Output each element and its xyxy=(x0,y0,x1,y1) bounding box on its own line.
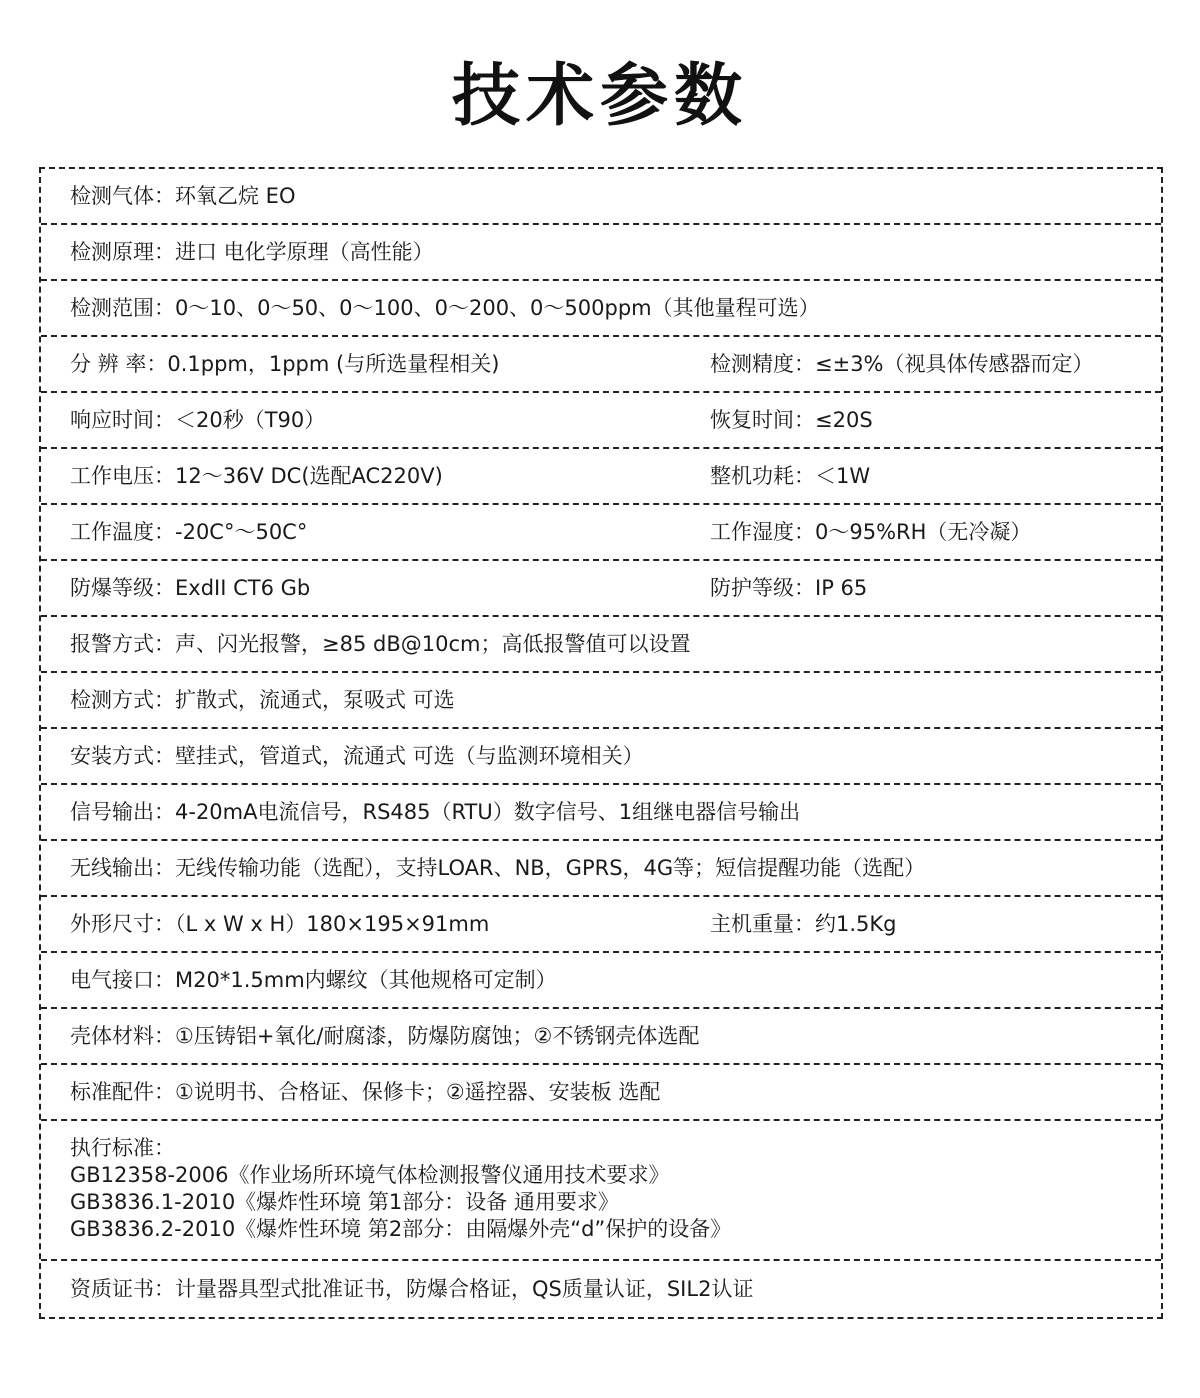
spec-text-right: 整机功耗：＜1W xyxy=(710,464,871,488)
spec-table xyxy=(39,167,1163,1319)
spec-row-principle xyxy=(41,225,1161,281)
standard-line: GB12358-2006《作业场所环境气体检测报警仪通用技术要求》 xyxy=(70,1163,670,1187)
spec-text-right: 恢复时间：≤20S xyxy=(710,408,873,432)
spec-text-right: 主机重量：约1.5Kg xyxy=(710,912,897,936)
spec-text-left: 防爆等级：ExdII CT6 Gb xyxy=(70,576,311,600)
spec-row-housing-material xyxy=(41,1009,1161,1065)
spec-row-dimensions xyxy=(41,897,1161,953)
spec-text: 信号输出：4-20mA电流信号，RS485（RTU）数字信号、1组继电器信号输出 xyxy=(70,800,801,824)
spec-text: 检测方式：扩散式，流通式，泵吸式 可选 xyxy=(70,688,455,712)
page-title: 技术参数 xyxy=(451,57,748,136)
spec-row-temperature xyxy=(41,505,1161,561)
spec-row-response xyxy=(41,393,1161,449)
spec-text-left: 工作电压：12～36V DC(选配AC220V) xyxy=(70,464,443,488)
spec-text-left: 外形尺寸：（L x W x H）180×195×91mm xyxy=(70,912,490,936)
spec-row-installation xyxy=(41,729,1161,785)
spec-text: 安装方式：壁挂式，管道式，流通式 可选（与监测环境相关） xyxy=(70,744,644,768)
spec-row-accessories xyxy=(41,1065,1161,1121)
spec-text-left: 分 辨 率：0.1ppm，1ppm (与所选量程相关) xyxy=(70,352,500,376)
spec-row-explosion-proof xyxy=(41,561,1161,617)
spec-text: 壳体材料：①压铸铝+氧化/耐腐漆，防爆防腐蚀；②不锈钢壳体选配 xyxy=(70,1024,700,1048)
spec-text: 检测气体：环氧乙烷 EO xyxy=(70,184,296,208)
spec-row-resolution xyxy=(41,337,1161,393)
spec-text: 资质证书：计量器具型式批准证书，防爆合格证，QS质量认证，SIL2认证 xyxy=(70,1277,754,1301)
spec-row-range xyxy=(41,281,1161,337)
spec-row-electrical-interface xyxy=(41,953,1161,1009)
standards-label: 执行标准： xyxy=(70,1136,175,1160)
spec-row-standards xyxy=(41,1121,1161,1261)
spec-row-detection-mode xyxy=(41,673,1161,729)
spec-text: 无线输出：无线传输功能（选配），支持LOAR、NB，GPRS，4G等；短信提醒功能（选配） xyxy=(70,856,926,880)
spec-text-right: 检测精度：≤±3%（视具体传感器而定） xyxy=(710,352,1094,376)
spec-row-gas xyxy=(41,169,1161,225)
spec-text-left: 响应时间：＜20秒（T90） xyxy=(70,408,326,432)
spec-row-alarm xyxy=(41,617,1161,673)
spec-text: 标准配件：①说明书、合格证、保修卡；②遥控器、安装板 选配 xyxy=(70,1080,661,1104)
spec-text: 报警方式：声、闪光报警，≥85 dB@10cm；高低报警值可以设置 xyxy=(70,632,691,656)
standards-block xyxy=(41,1135,731,1243)
standard-line: GB3836.1-2010《爆炸性环境 第1部分：设备 通用要求》 xyxy=(70,1190,619,1214)
spec-row-signal-output xyxy=(41,785,1161,841)
spec-row-voltage xyxy=(41,449,1161,505)
spec-text-right: 防护等级：IP 65 xyxy=(710,576,868,600)
spec-row-wireless xyxy=(41,841,1161,897)
spec-text-left: 工作温度：-20C°～50C° xyxy=(70,520,308,544)
spec-row-certificates xyxy=(41,1261,1161,1317)
standard-line: GB3836.2-2010《爆炸性环境 第2部分：由隔爆外壳“d”保护的设备》 xyxy=(70,1217,732,1241)
spec-text-right: 工作湿度：0～95%RH（无冷凝） xyxy=(710,520,1032,544)
spec-text: 检测原理：进口 电化学原理（高性能） xyxy=(70,240,434,264)
spec-text: 电气接口：M20*1.5mm内螺纹（其他规格可定制） xyxy=(70,968,557,992)
spec-text: 检测范围：0～10、0～50、0～100、0～200、0～500ppm（其他量程可选） xyxy=(70,296,820,320)
